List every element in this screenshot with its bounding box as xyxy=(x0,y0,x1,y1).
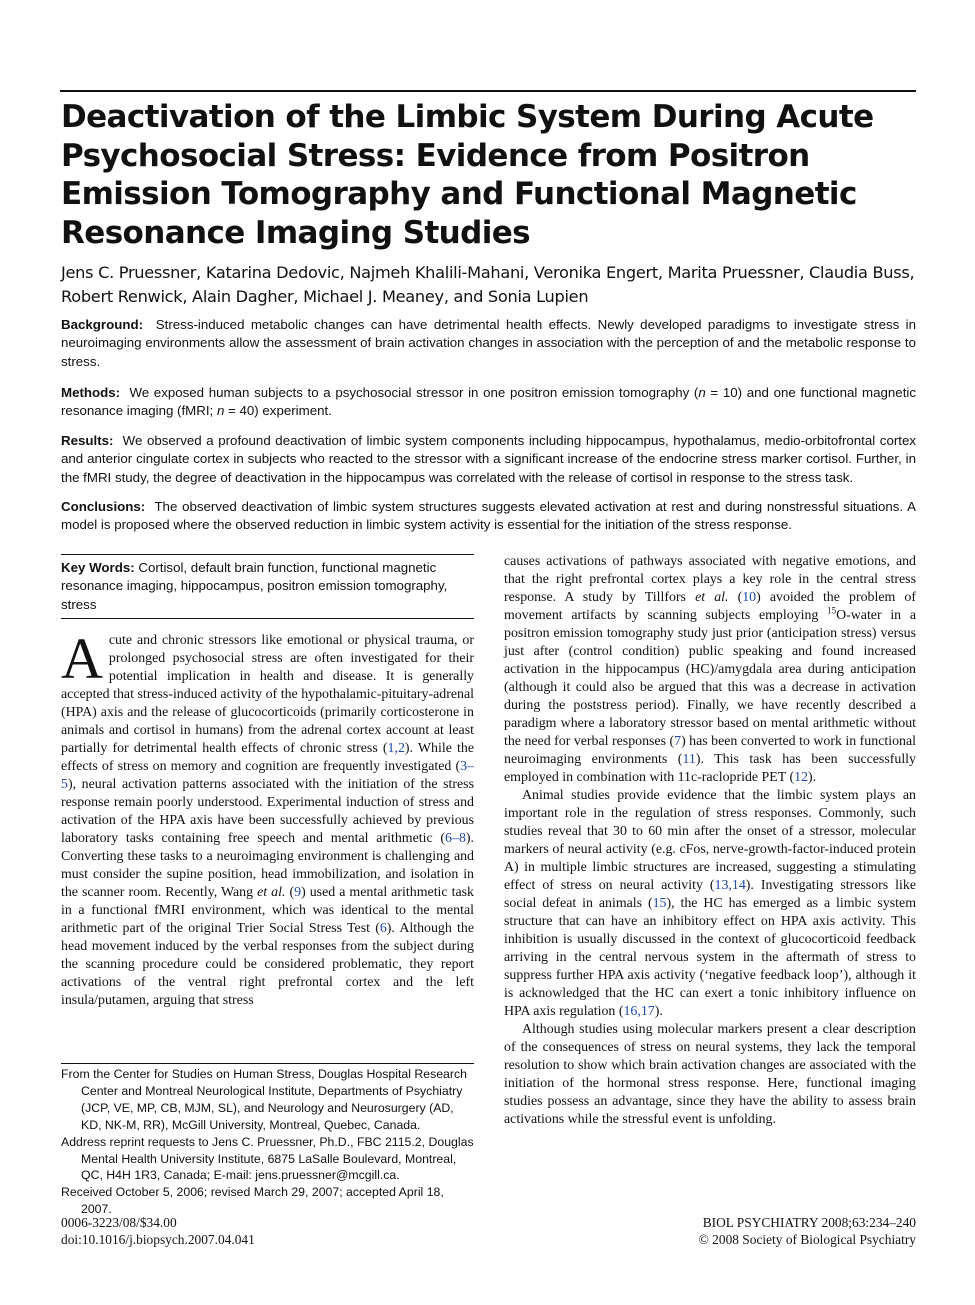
top-rule xyxy=(60,90,916,92)
abstract-methods xyxy=(61,384,916,421)
results-text: We observed a profound deactivation of limbic system components including hippocampus, hypothalamus, medio-orbitofrontal cortex and anterior cingulate cortex in subjects who reacted to the stressor with a significant increase of the endocrine stress marker cortisol. Further, in the fMRI study, the degree of deactivation in the hippocampus was correlated with the release of cortisol in response to the stress task. xyxy=(61,433,917,485)
right-column-body xyxy=(504,553,916,1129)
text-run: ( xyxy=(285,885,295,900)
affiliation-footnotes xyxy=(61,1066,474,1218)
et-al: et al. xyxy=(257,885,286,900)
intro-paragraph xyxy=(61,626,475,1010)
journal-citation: BIOL PSYCHIATRY 2008;63:234–240 xyxy=(702,1215,916,1230)
keywords-bottom-rule xyxy=(61,618,474,619)
reference-link[interactable]: 11 xyxy=(682,752,696,767)
body-paragraph xyxy=(504,787,916,1021)
reference-link[interactable]: 12 xyxy=(794,770,808,785)
text-run: ). xyxy=(807,770,817,785)
affiliation-note: From the Center for Studies on Human Stress, Douglas Hospital Research Center and Montreal Neurological Institute, Departments of Psychiatry (JCP, VE, MP, CB, MJM, SL), and Neurology and Neurosurgery (AD, KD, NK-M, RR), McGill University, Montreal, Quebec, Canada. xyxy=(61,1067,467,1132)
drop-cap: A xyxy=(61,626,103,691)
conclusions-text: The observed deactivation of limbic system structures suggests elevated activation at rest and during nonstressful situations. A model is proposed where the observed reduction in limbic system activity is essential for the initiation of the stress response. xyxy=(61,499,916,533)
article-title: Deactivation of the Limbic System During Acute Psychosocial Stress: Evidence from Positron Emission Tomography and Functional Magnetic Resonance Imaging Studies xyxy=(61,99,874,251)
reference-link[interactable]: 9 xyxy=(294,885,302,900)
methods-text-c: = 40) experiment. xyxy=(224,403,332,419)
methods-label: Methods: xyxy=(61,385,121,400)
methods-n-symbol: n xyxy=(216,403,225,419)
reference-link[interactable]: 1,2 xyxy=(387,741,405,756)
reference-link[interactable]: 10 xyxy=(742,590,757,605)
footer-right xyxy=(560,1214,916,1248)
text-run: ) used a mental arithmetic task in a functional fMRI environment, which was identical to the mental arithmetic part of the original Trier Social Stress Test ( xyxy=(61,885,474,936)
text-run: ). xyxy=(654,1004,663,1019)
conclusions-label: Conclusions: xyxy=(61,499,146,514)
abstract-conclusions xyxy=(61,498,916,535)
received-note: Received October 5, 2006; revised March 29, 2007; accepted April 18, 2007. xyxy=(61,1185,444,1217)
reference-link[interactable]: 16,17 xyxy=(623,1004,655,1019)
background-text: Stress-induced metabolic changes can have detrimental health effects. Newly developed paradigms to investigate stress in neuroimaging environments allow the assessment of brain activation changes in association with the perception of and the metabolic response to stress. xyxy=(61,317,916,369)
superscript: 15 xyxy=(827,605,837,616)
body-paragraph: Although studies using molecular markers present a clear description of the consequences of stress on neural systems, they lack the temporal resolution to show which brain activation changes are associated with the initiation of the hormonal stress response. Here, functional imaging studies possess an advantage, since they have the ability to assess brain activations while the stressful event is unfolding. xyxy=(504,1022,916,1127)
reference-link[interactable]: 15 xyxy=(652,896,667,911)
text-run: cute and chronic stressors like emotional or physical trauma, or prolonged psychosocial stress are often investigated for their potential implication in health and disease. It is generally accepted that stress-induced activity of the hypothalamic-pituitary-adrenal (HPA) axis and the release of glucocorticoids (primarily corticosterone in animals and cortisol in humans) from the adrenal cortex account at least partially for detrimental health effects of chronic stress ( xyxy=(61,633,474,756)
left-column-body xyxy=(61,626,475,1010)
body-paragraph xyxy=(504,553,916,787)
methods-text-b: = 10) and one functional magnetic resonance imaging (fMRI; xyxy=(61,385,916,419)
reference-link[interactable]: 7 xyxy=(674,734,682,749)
text-run: ( xyxy=(728,590,743,605)
footer-left xyxy=(61,1214,255,1248)
methods-text-a: We exposed human subjects to a psychosocial stressor in one positron emission tomography ( xyxy=(129,385,699,400)
author-list: Jens C. Pruessner, Katarina Dedovic, Najmeh Khalili-Mahani, Veronika Engert, Marita Pruessner, Claudia Buss, Robert Renwick, Alain Dagher, Michael J. Meaney, and Sonia Lupien xyxy=(61,263,915,306)
keywords-label: Key Words: xyxy=(61,560,135,575)
results-label: Results: xyxy=(61,433,114,448)
text-run: ). Investigating stressors like social defeat in animals ( xyxy=(504,878,916,911)
reference-link[interactable]: 6–8 xyxy=(445,831,466,846)
abstract-background xyxy=(61,316,916,371)
reference-link[interactable]: 13,14 xyxy=(714,878,746,893)
text-run: ). While the effects of stress on memory and cognition are frequently investigated ( xyxy=(61,741,475,774)
text-run: ). This task has been successfully employed in combination with 11c-raclopride PET ( xyxy=(504,752,916,785)
reprint-note: Address reprint requests to Jens C. Pruessner, Ph.D., FBC 2115.2, Douglas Mental Health University Institute, 6875 LaSalle Boulevard, Montreal, QC, H4H 1R3, Canada; E-mail: jens.pruessner@mcgill.ca. xyxy=(61,1134,474,1183)
background-label: Background: xyxy=(61,317,144,332)
keywords-box xyxy=(61,554,474,619)
et-al: et al. xyxy=(695,590,729,605)
methods-n-symbol: n xyxy=(698,385,706,400)
keywords xyxy=(61,555,474,618)
issn-price: 0006-3223/08/$34.00 xyxy=(61,1215,177,1230)
doi[interactable]: doi:10.1016/j.biopsych.2007.04.041 xyxy=(61,1232,255,1247)
abstract-results xyxy=(61,432,916,487)
text-run: ). Converting these tasks to a neuroimaging environment is challenging and must consider the supine position, head immobilization, and isolation in the scanner room. Recently, Wang xyxy=(61,831,474,900)
reference-link[interactable]: 6 xyxy=(379,921,387,936)
copyright: © 2008 Society of Biological Psychiatry xyxy=(698,1232,916,1247)
text-run: Animal studies provide evidence that the limbic system plays an important role in the regulation of stress responses. Commonly, such studies reveal that 30 to 60 min after the onset of a stressor, molecular markers of neural activity (e.g. cFos, nerve-growth-factor-induced protein A) in multiple limbic structures are increased, suggesting a stimulating effect of stress on neural activity ( xyxy=(504,788,916,893)
text-run: ) has been converted to work in functional neuroimaging environments ( xyxy=(504,734,916,767)
text-run: ), the HC has emerged as a limbic system structure that can have an inhibitory effect on HPA axis activity. This inhibition is usually discussed in the context of glucocorticoid feedback arriving in the central nervous system in the aftermath of stress to suppress further HPA axis activity (‘negative feedback loop’), although it is acknowledged that the HC can exert a tonic inhibitory influence on HPA axis regulation ( xyxy=(504,896,916,1019)
keywords-text: Cortisol, default brain function, functional magnetic resonance imaging, hippocampus, positron emission tomography, stress xyxy=(61,560,448,612)
reference-link[interactable]: 3–5 xyxy=(61,759,474,792)
text-run: ), neural activation patterns associated with the initiation of the stress response remain poorly understood. Experimental induction of stress and activation of the HPA axis have been successfully achieved by previous laboratory tasks containing free speech and mental arithmetic ( xyxy=(61,777,474,846)
text-run: O-water in a positron emission tomography study just prior (anticipation stress) versus just after (control condition) public speaking and found increased activation in the hippocampus (HC)/amygdala area during anticipation (although it could also be argued that this was a decrease in activation during the poststress period). Finally, we have recently described a paradigm where a laboratory stressor based on mental arithmetic without the need for verbal responses ( xyxy=(504,608,916,749)
text-run: causes activations of pathways associated with negative emotions, and that the right prefrontal cortex plays a key role in the central stress response. A study by Tillfors xyxy=(504,554,916,605)
text-run: ) avoided the problem of movement artifacts by scanning subjects employing xyxy=(504,590,917,623)
footnote-rule xyxy=(61,1063,474,1064)
text-run: ). Although the head movement induced by the verbal responses from the subject during the scanning procedure could be considered problematic, they report activations of the ventral right prefrontal cortex and the left insula/putamen, arguing that stress xyxy=(61,921,474,1008)
